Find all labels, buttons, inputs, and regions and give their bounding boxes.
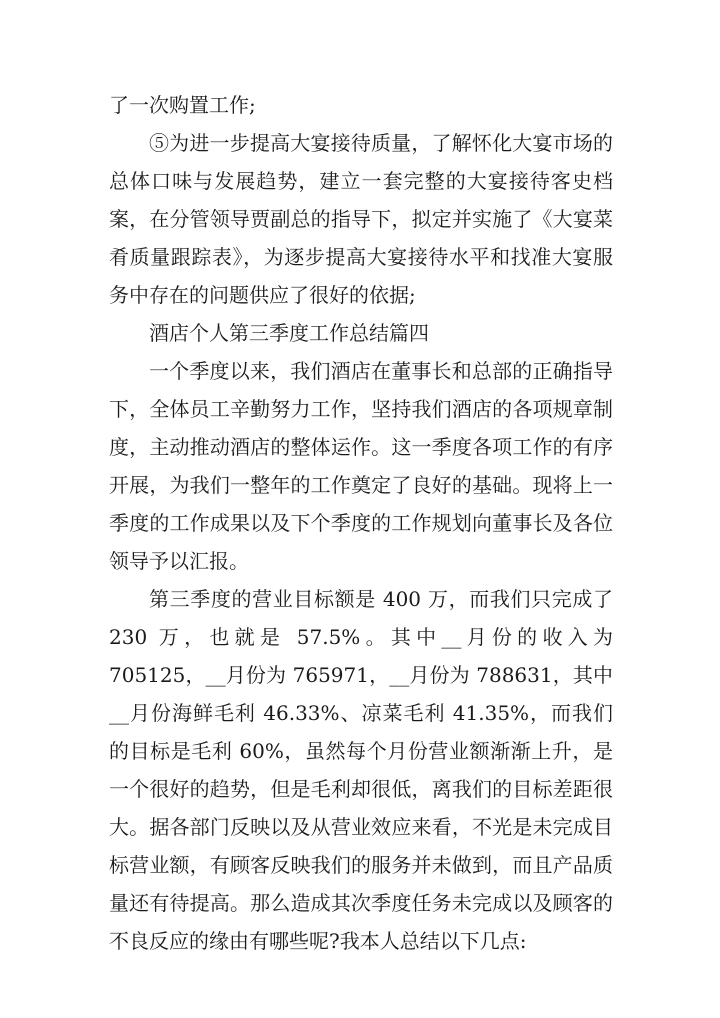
- paragraph-revenue: 第三季度的营业目标额是 400 万，而我们只完成了 230 万，也就是 57.5%。其中__月份的收入为 705125，__月份为 765971，__月份为 788631，其中__月份海鲜毛利 46.33%、凉菜毛利 41.35%，而我们的目标是毛利 60%，虽然每个月份营业额渐渐上升，是一个很好的趋势，但是毛利却很低，离我们的目标差距很大。据各部门反映以及从营业效应来看，不光是未完成目标营业额，有顾客反映我们的服务并未做到，而且产品质量还有待提高。那么造成其次季度任务未完成以及顾客的不良反应的缘由有哪些呢?我本人总结以下几点:: [109, 587, 613, 953]
- paragraph-intro: 一个季度以来，我们酒店在董事长和总部的正确指导下，全体员工辛勤努力工作，坚持我们酒店的各项规章制度，主动推动酒店的整体运作。这一季度各项工作的有序开展，为我们一整年的工作奠定了良好的基础。现将上一季度的工作成果以及下个季度的工作规划向董事长及各位领导予以汇报。: [109, 359, 613, 573]
- section-heading: 酒店个人第三季度工作总结篇四: [149, 321, 429, 345]
- paragraph-item-5: ⑤为进一步提高大宴接待质量，了解怀化大宴市场的总体口味与发展趋势，建立一套完整的大宴接待客史档案，在分管领导贾副总的指导下，拟定并实施了《大宴菜肴质量跟踪表》，为逐步提高大宴接待水平和找准大宴服务中存在的问题供应了很好的依据;: [109, 131, 613, 307]
- document-body: [109, 86, 613, 960]
- paragraph-continuation: 了一次购置工作;: [109, 93, 256, 117]
